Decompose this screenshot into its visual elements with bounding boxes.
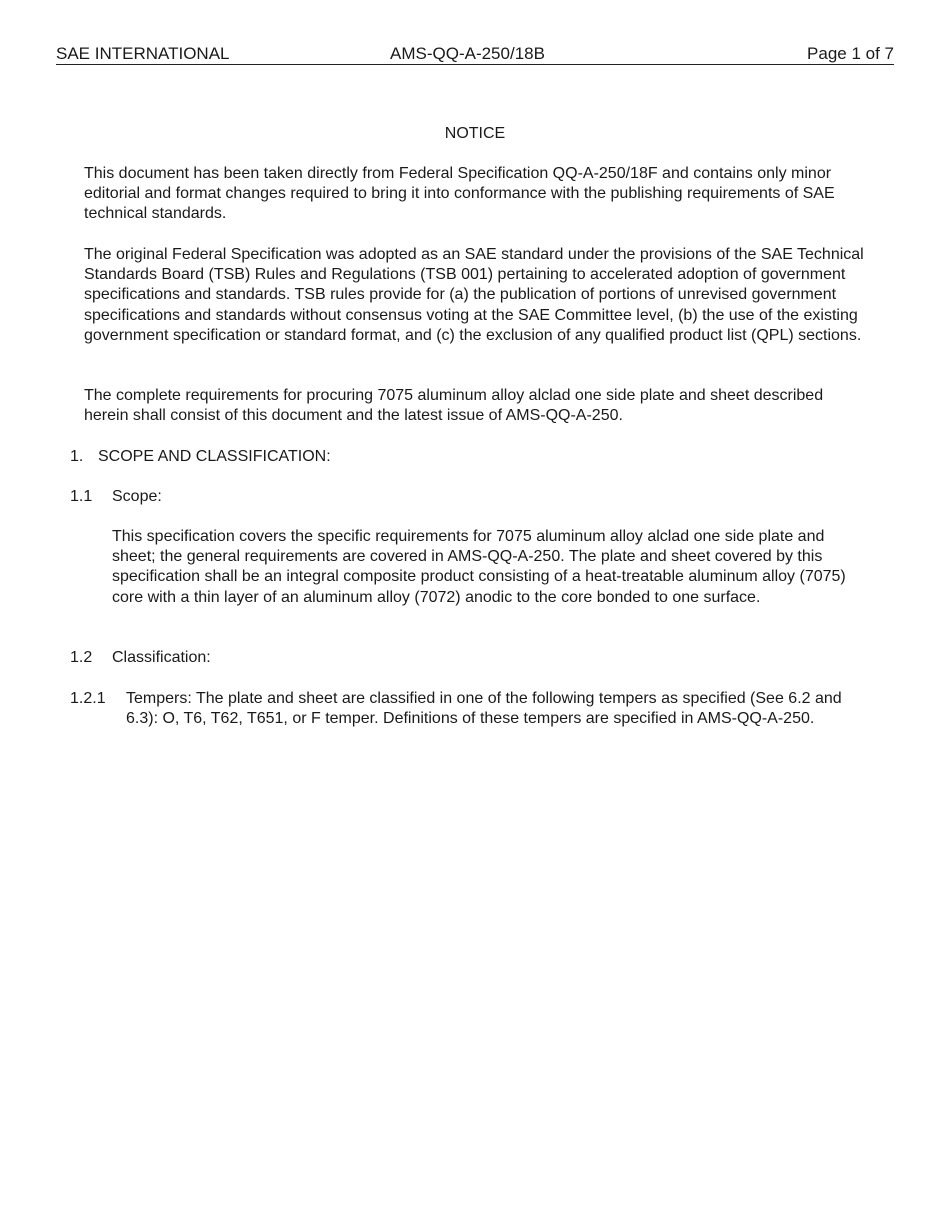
section-1-2-number: 1.2	[70, 649, 93, 666]
page-header	[56, 44, 894, 65]
notice-title: NOTICE	[444, 125, 506, 142]
section-1-1-title: Scope:	[112, 488, 162, 505]
notice-paragraph-1: This document has been taken directly from Federal Specification QQ-A-250/18F and contains only minor editorial and format changes required to bring it into conformance with the publishing requirements of SAE technical standards.	[84, 165, 835, 223]
header-page-number: Page 1 of 7	[807, 44, 894, 63]
notice-paragraph-2: The original Federal Specification was adopted as an SAE standard under the provisions of the SAE Technical Standards Board (TSB) Rules and Regulations (TSB 001) pertaining to accelerated adoption of government specifications and standards. TSB rules provide for (a) the publication of portions of unrevised government specifications and standards without consensus voting at the SAE Committee level, (b) the use of the existing government specification or standard format, and (c) the exclusion of any qualified product list (QPL) sections.	[84, 246, 864, 344]
section-1-2-1-number: 1.2.1	[70, 690, 106, 707]
section-1-1-number: 1.1	[70, 488, 93, 505]
notice-paragraph-3: The complete requirements for procuring 7075 aluminum alloy alclad one side plate and sheet described herein shall consist of this document and the latest issue of AMS-QQ-A-250.	[84, 387, 824, 425]
section-1-2-title: Classification:	[112, 649, 211, 666]
scope-paragraph: This specification covers the specific requirements for 7075 aluminum alloy alclad one side plate and sheet; the general requirements are covered in AMS-QQ-A-250. The plate and sheet covered by this specification shall be an integral composite product consisting of a heat-treatable aluminum alloy (7075) core with a thin layer of an aluminum alloy (7072) anodic to the core bonded to one surface.	[112, 528, 846, 606]
section-1-title: SCOPE AND CLASSIFICATION:	[98, 448, 331, 465]
tempers-paragraph: Tempers: The plate and sheet are classified in one of the following tempers as specified (See 6.2 and 6.3): O, T6, T62, T651, or F temper. Definitions of these tempers are specified in AMS-QQ-A-250.	[126, 690, 842, 728]
header-organization: SAE INTERNATIONAL	[56, 44, 230, 63]
header-document-number: AMS-QQ-A-250/18B	[390, 44, 545, 63]
section-1-number: 1.	[70, 448, 84, 465]
